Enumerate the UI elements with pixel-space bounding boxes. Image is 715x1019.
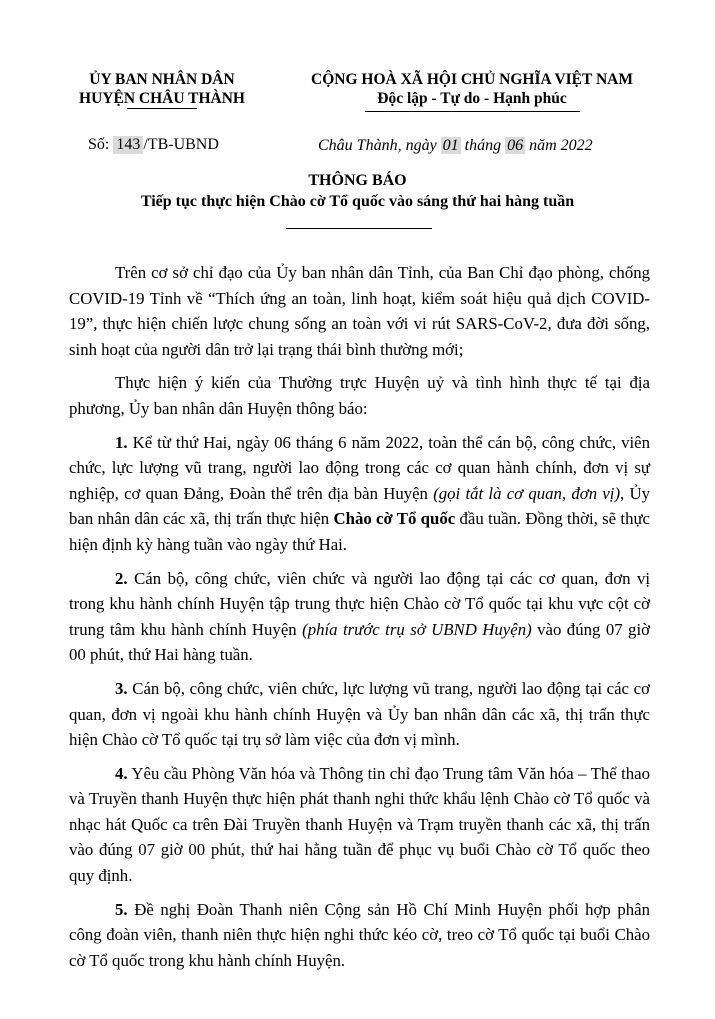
item-2-text-a: Cán bộ, công chức, viên chức và người lao động tại các cơ quan, đơn vị trong khu hành chính Huyện tập trung thực hiện Chào cờ Tổ quốc tại khu vực cột cờ trung tâm khu hành chính Huyện: [69, 568, 650, 639]
title-divider: [286, 228, 432, 229]
date-place: Châu Thành, ngày: [318, 137, 437, 154]
authority-underline: [127, 108, 197, 109]
date-year: năm 2022: [529, 137, 593, 154]
date-month-label: tháng: [464, 137, 502, 154]
document-number: [88, 136, 219, 154]
item-1-text-c: đầu tuần. Đồng thời, sẽ thực hiện định kỳ hàng tuần vào ngày thứ Hai.: [69, 509, 651, 554]
country-name: CỘNG HOÀ XÃ HỘI CHỦ NGHĨA VIỆT NAM: [311, 71, 633, 88]
item-2-number: 2.: [115, 568, 128, 588]
item-2-italic: (phía trước trụ sở UBND Huyện): [302, 619, 532, 639]
document-title: THÔNG BÁO: [308, 172, 407, 189]
item-4-text: Yêu cầu Phòng Văn hóa và Thông tin chỉ đạo Trung tâm Văn hóa – Thể thao và Truyền thanh Huyện thực hiện phát thanh nghi thức khẩu lệnh Chào cờ Tổ quốc và nhạc hát Quốc ca trên Đài Truyền thanh Huyện và Trạm truyền thanh các xã, thị trấn vào đúng 07 giờ 00 phút, thứ hai hằng tuần để phục vụ buổi Chào cờ Tổ quốc theo quy định.: [69, 763, 650, 886]
national-motto: Độc lập - Tự do - Hạnh phúc: [377, 90, 567, 107]
authority-line-1: ỦY BAN NHÂN DÂN: [89, 71, 235, 88]
date-day: 01: [442, 137, 459, 154]
item-1-number: 1.: [115, 432, 128, 452]
item-1-italic: (gọi tắt là cơ quan, đơn vị): [433, 483, 621, 503]
item-1-bold: Chào cờ Tổ quốc: [333, 509, 456, 529]
item-3-number: 3.: [115, 678, 128, 698]
national-header: [282, 70, 662, 112]
date-month: 06: [507, 137, 524, 154]
item-3-text: Cán bộ, công chức, viên chức, lực lượng vũ trang, người lao động tại các cơ quan, đơn vị ngoài khu hành chính Huyện và Ủy ban nhân dân các xã, thị trấn thực hiện Chào cờ Tổ quốc tại trụ sở làm việc của đơn vị mình.: [69, 678, 650, 750]
item-3: [69, 676, 650, 753]
motto-underline: [365, 111, 580, 112]
document-subtitle: Tiếp tục thực hiện Chào cờ Tổ quốc vào sáng thứ hai hàng tuần: [140, 193, 575, 210]
document-body: [69, 260, 650, 981]
number-value: 143: [113, 136, 143, 154]
number-suffix: /TB-UBND: [143, 136, 219, 153]
item-1-text-b: , Ủy ban nhân dân các xã, thị trấn thực hiện: [69, 483, 650, 529]
item-5-text: Đề nghị Đoàn Thanh niên Cộng sản Hồ Chí Minh Huyện phối hợp phân công đoàn viên, thanh niên thực hiện nghi thức kéo cờ, treo cờ Tổ quốc tại buổi Chào cờ Tổ quốc trong khu hành chính Huyện.: [69, 899, 650, 970]
item-1: [69, 430, 650, 558]
item-1-text-a: Kể từ thứ Hai, ngày 06 tháng 6 năm 2022, toàn thể cán bộ, công chức, viên chức, lực lượng vũ trang, người lao động trong các cơ quan hành chính, đơn vị sự nghiệp, cơ quan Đảng, Đoàn thể trên địa bàn Huyện: [69, 432, 650, 503]
item-2-text-b: vào đúng 07 giờ 00 phút, thứ Hai hàng tuần.: [69, 619, 650, 665]
issuing-authority: [62, 70, 262, 109]
number-label: Số:: [88, 136, 110, 153]
item-5-number: 5.: [115, 899, 128, 919]
item-4-number: 4.: [115, 763, 128, 783]
issue-date: [318, 137, 593, 155]
intro-paragraph-2: Thực hiện ý kiến của Thường trực Huyện uỷ và tình hình thực tế tại địa phương, Ủy ban nhân dân Huyện thông báo:: [69, 373, 650, 418]
intro-paragraph-1: Trên cơ sở chỉ đạo của Ủy ban nhân dân Tỉnh, của Ban Chỉ đạo phòng, chống COVID-19 Tỉnh về “Thích ứng an toàn, linh hoạt, kiểm soát hiệu quả dịch COVID-19”, thực hiện chiến lược chung sống an toàn với vi rút SARS-CoV-2, đưa đời sống, sinh hoạt của người dân trở lại trạng thái bình thường mới;: [69, 263, 650, 359]
item-5: [69, 897, 650, 974]
authority-line-2: HUYỆN CHÂU THÀNH: [79, 90, 245, 107]
item-4: [69, 761, 650, 889]
item-2: [69, 566, 650, 668]
